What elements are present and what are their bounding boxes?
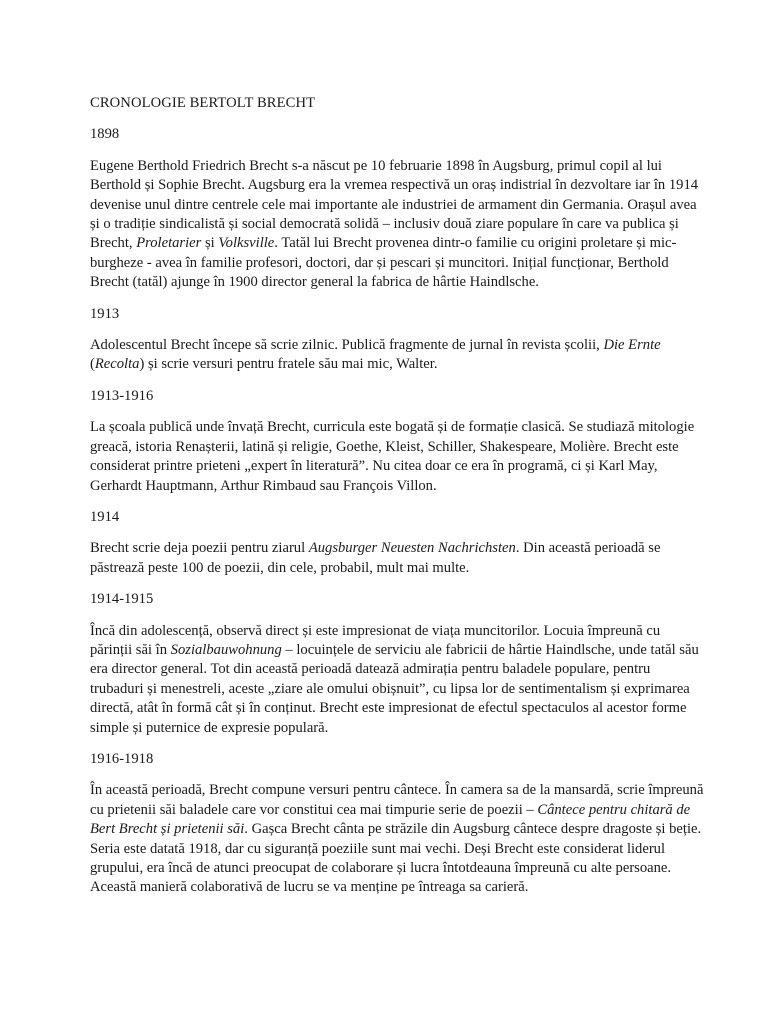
text-run: și [201,235,219,252]
section-paragraph [90,622,704,738]
text-run: . Tatăl lui Brecht provenea dintr-o familie cu origini proletare și mic-burgheze - avea în familie profesori, doctori, dar și pescari și muncitori. Inițial funcționar, Berthold Brecht (tatăl) ajunge în 1900 director general la fabrica de hârtie Haindlsche. [90,235,677,291]
section-year: 1914 [90,508,120,525]
chronology-sections [90,125,704,897]
section-year: 1898 [90,126,120,143]
text-run: ( [90,356,95,373]
section-paragraph [90,336,704,375]
text-run: . Din această perioadă se păstrează peste 100 de poezii, din cele, probabil, mult mai multe. [90,540,661,576]
italic-title: Sozialbauwohnung [170,641,282,658]
text-run: Eugene Berthold Friedrich Brecht s-a născut pe 10 februarie 1898 în Augsburg, primul copil al lui Berthold și Sophie Brecht. Augsburg era la vremea respectivă un oraș indistrial în dezvoltare iar în 1914 devenise unul dintre centrele cele mai importante ale industriei de armament din Germania. Orașul avea și o tradiție sindicalistă și social democrată solidă – inclusiv două ziare populare în care va publica și Brecht, [90,157,699,252]
text-run: În această perioadă, Brecht compune versuri pentru cântece. În camera sa de la mansardă, scrie împreună cu prietenii săi baladele care vor constitui cea mai timpurie serie de poezii – [90,782,704,818]
italic-title: Cântece pentru chitară de Bert Brecht și prietenii săi [90,801,691,838]
italic-title: Recolta [94,356,140,373]
italic-title: Volksville [218,235,275,252]
text-run: – locuințele de serviciu ale fabricii de hârtie Haindlsche, unde tatăl său era director general. Tot din această perioadă datează admirația pentru baladele populare, pentru trubaduri și menestreli, aceste „ziare ale omului obișnuit”, cu lipsa lor de sentimentalism și exprimarea directă, atât în formă cât și în conținut. Brecht este impresionat de efectul spectaculos al acestor forme simple și puternice de expresie populară. [90,641,699,736]
italic-title: Proletarier [136,235,202,252]
text-run: . Gașca Brecht cânta pe străzile din Augsburg cântece despre dragoste și beție. Seria este datată 1918, dar cu siguranță poeziile sunt mai vechi. Deși Brecht este considerat liderul grupului, era încă de atunci preocupat de colaborare și lucra întotdeauna împreună cu alte persoane. Această manieră colaborativă de lucru se va menține pe întreaga sa carieră. [90,821,702,896]
text-run: ) și scrie versuri pentru fratele său mai mic, Walter. [139,356,438,373]
italic-title: Augsburger Neuesten Nachrichsten [308,540,516,557]
section-year: 1916-1918 [90,750,154,767]
text-run: Adolescentul Brecht începe să scrie zilnic. Publică fragmente de jurnal în revista școlii, [90,337,604,354]
section-paragraph [90,418,704,496]
document-title: CRONOLOGIE BERTOLT BRECHT [90,95,316,111]
italic-title: Die Ernte [603,337,661,354]
section-paragraph [90,781,704,897]
text-run: Încă din adolescență, observă direct și este impresionat de viața muncitorilor. Locuia împreună cu părinții săi în [90,622,661,658]
section-paragraph [90,157,704,293]
section-year: 1913 [90,305,120,322]
section-year: 1913-1916 [90,387,154,404]
text-run: La școala publică unde învață Brecht, curricula este bogată și de formație clasică. Se studiază mitologie greacă, istoria Renașterii, latină și religie, Goethe, Kleist, Schiller, Shakespeare, Molière. Brecht este considerat printre prieteni „expert în literatură”. Nu citea doar ce era în programă, ci și Karl May, Gerhardt Hauptmann, Arthur Rimbaud sau François Villon. [90,419,695,494]
section-year: 1914-1915 [90,591,154,608]
section-paragraph [90,539,704,578]
text-run: Brecht scrie deja poezii pentru ziarul [90,540,309,557]
